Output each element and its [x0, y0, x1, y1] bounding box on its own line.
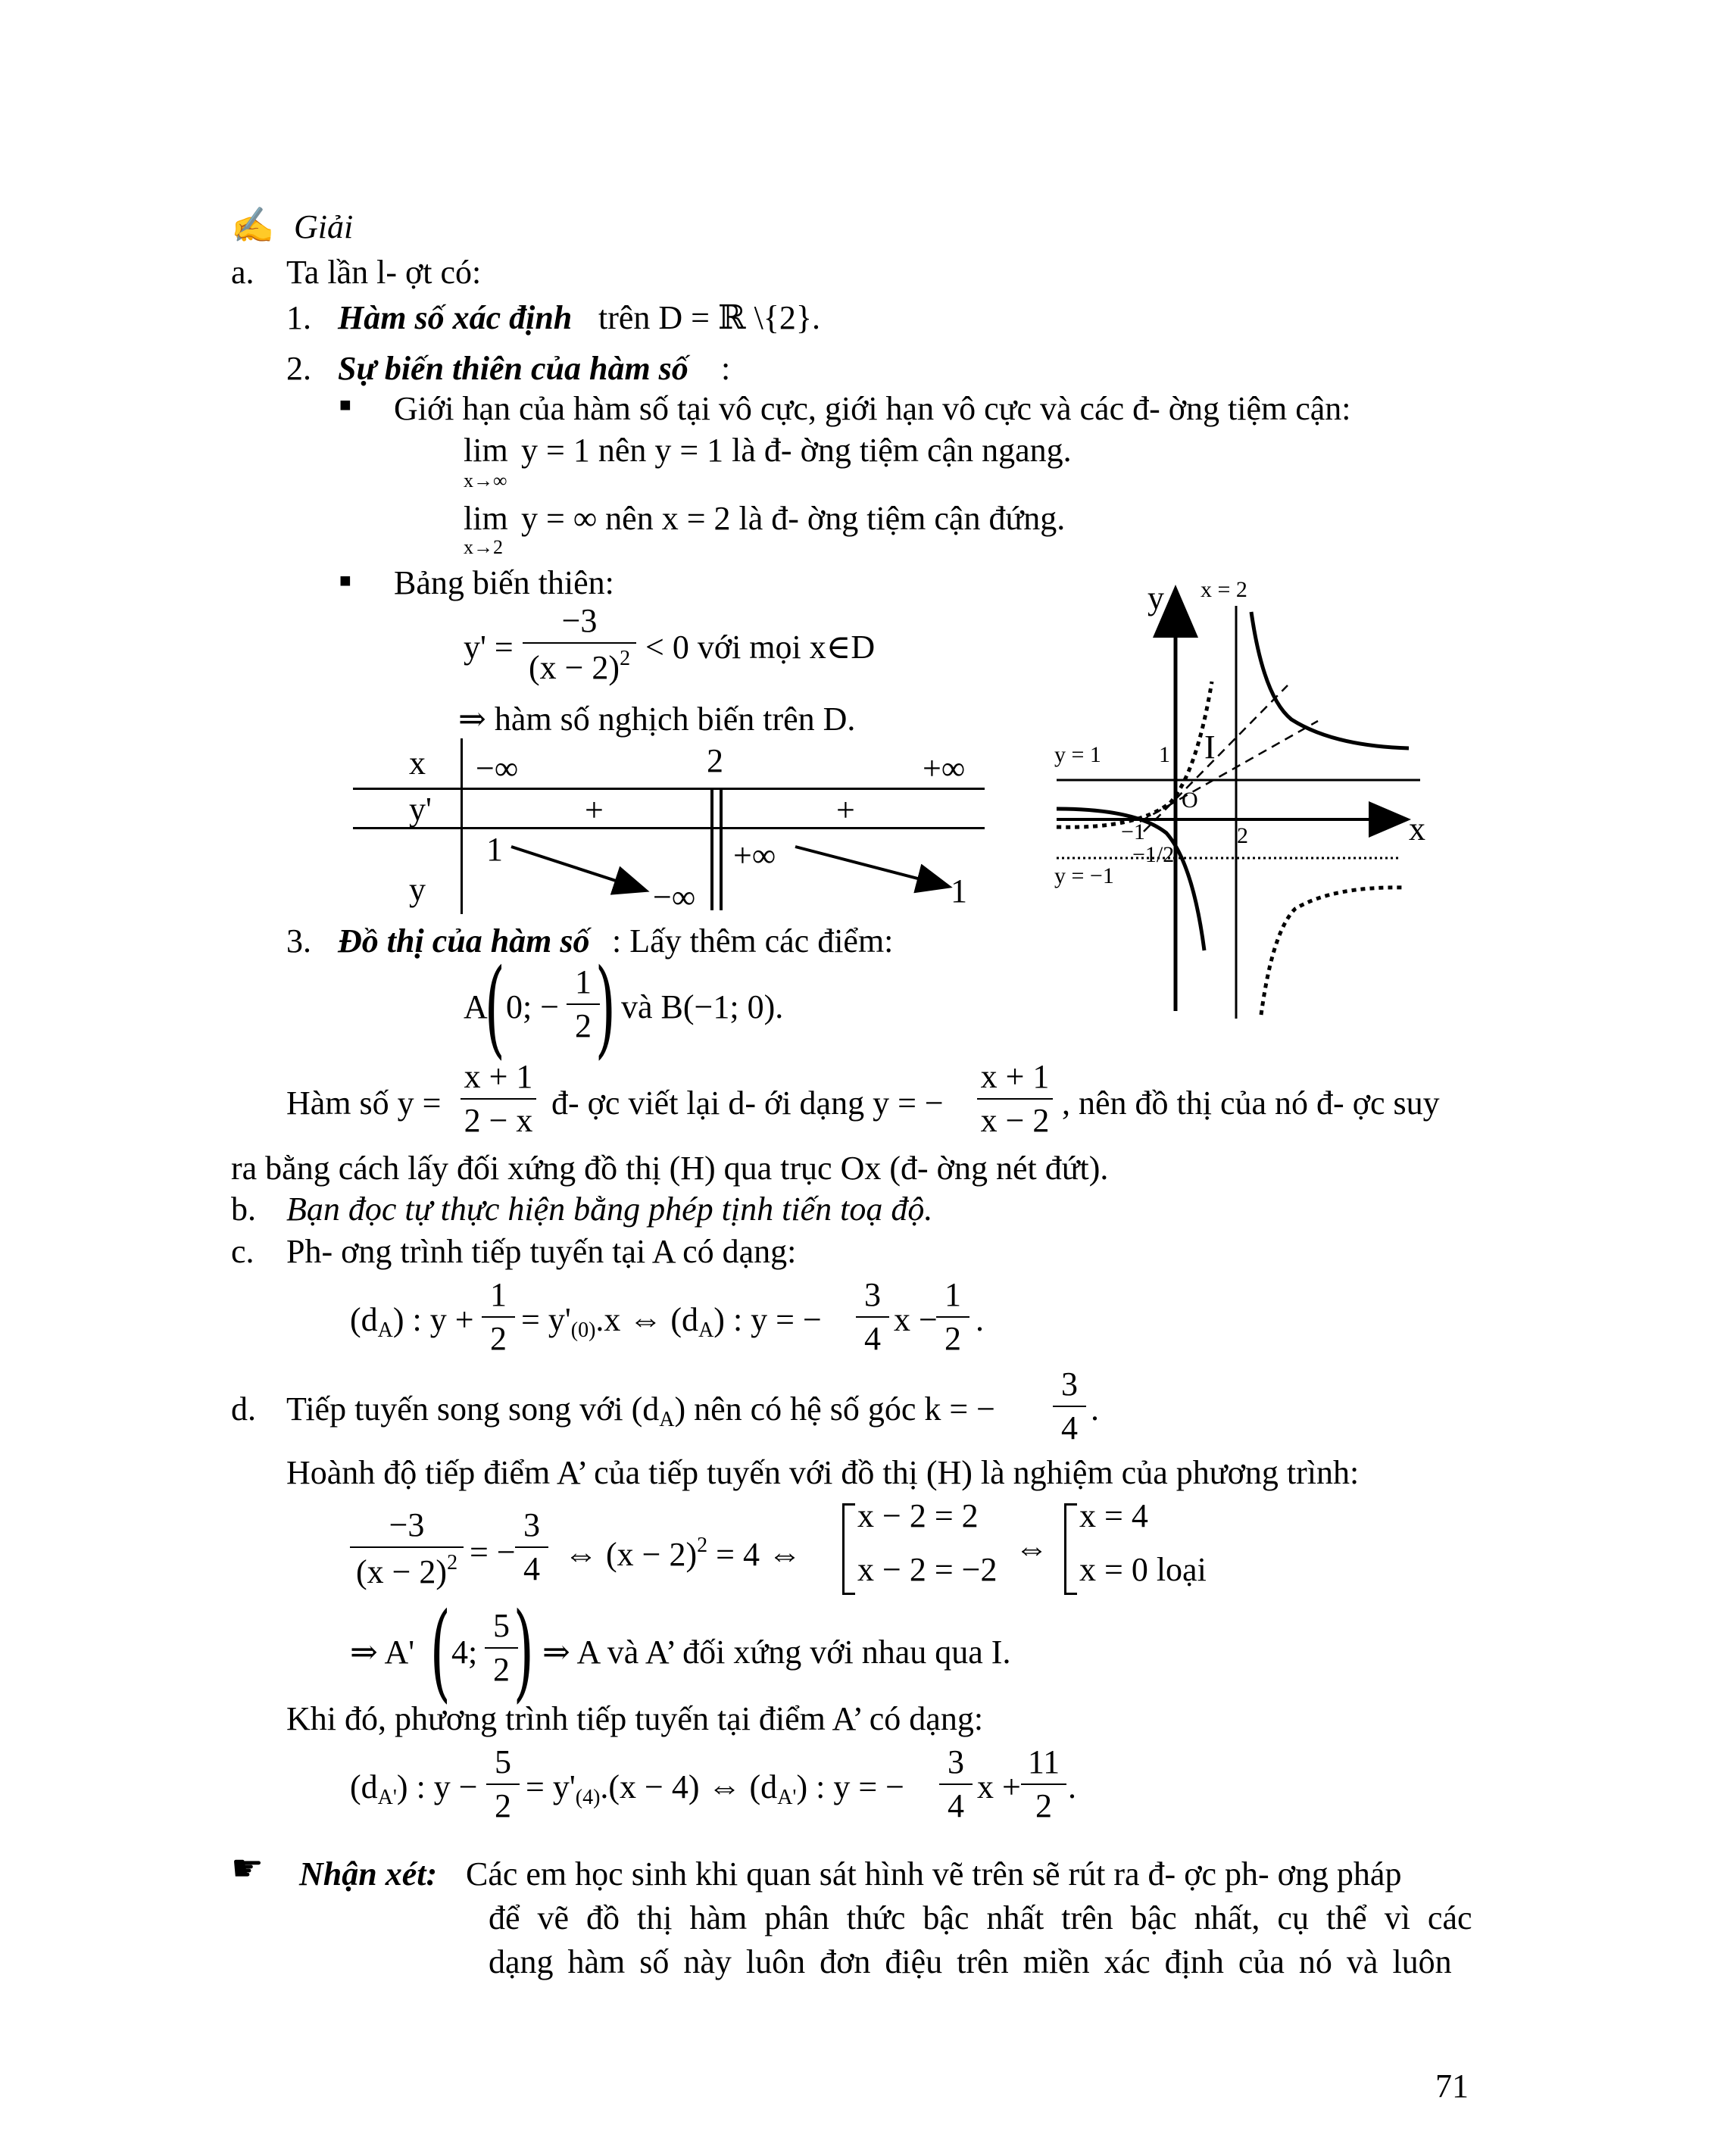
graph-one-label: 1 [1159, 742, 1170, 767]
tangent-ap-part2: ) : y − [396, 1768, 478, 1805]
equation-lhs-numerator: −3 [389, 1506, 425, 1543]
tangent-a-prime-start [350, 1768, 478, 1810]
rewrite-end: , nên đồ thị của nó đ- ợc suy [1062, 1084, 1440, 1122]
tangent-ap-x: x + [977, 1768, 1021, 1805]
tangent-a-eq-d: (d [350, 1301, 378, 1338]
step2-title: Sự biến thiên của hàm số [338, 350, 688, 387]
system-bracket-1 [842, 1503, 855, 1595]
graph-y-axis-label: y [1147, 579, 1164, 616]
table-yp-right-sign: + [836, 791, 855, 829]
tangent-ap-part4: .(x − 4) ⇔ (d [600, 1768, 778, 1805]
system2-line1: x = 4 [1079, 1497, 1148, 1534]
rewrite-fraction-1-denominator: 2 − x [461, 1098, 536, 1137]
item-marker-b: b. [231, 1191, 256, 1228]
a-prime-prefix: ⇒ A' [350, 1634, 415, 1671]
tangent-a-eq-sub2: (0) [570, 1318, 596, 1342]
lim1-subscript: x→∞ [464, 470, 507, 492]
point-a-label: A [464, 988, 488, 1025]
equation-equivalent-exp: 2 [697, 1534, 708, 1557]
item-marker-c: c. [231, 1233, 254, 1270]
derivative-lhs: y' = [464, 629, 514, 666]
system2-line2: x = 0 loại [1079, 1551, 1207, 1588]
derivative-numerator: −3 [561, 602, 598, 639]
table-x-pos-inf: +∞ [923, 750, 966, 787]
point-a-numerator: 1 [575, 963, 592, 1000]
step2-colon: : [721, 350, 731, 387]
point-a-coords: 0; − [506, 988, 560, 1025]
function-graph [1038, 576, 1447, 1038]
pointing-hand-icon: ☛ [231, 1849, 264, 1889]
item-d-text [286, 1390, 995, 1432]
graph-neg-half-label: −1/2 [1132, 842, 1175, 867]
tangent-a-fraction-2-den: 4 [856, 1316, 889, 1356]
graph-point-i-label: I [1204, 729, 1216, 766]
bullet2-text: Bảng biến thiên: [394, 564, 614, 601]
equation-equivalent [564, 1534, 801, 1574]
rewrite-fraction-1 [461, 1060, 536, 1137]
rewrite-middle: đ- ợc viết lại d- ới dạng y = − [551, 1084, 944, 1122]
graph-asymptote-h-label: y = 1 [1054, 742, 1101, 767]
tangent-ap-fraction-2 [939, 1743, 973, 1824]
intro-text: Ta lần l- ợt có: [286, 254, 482, 291]
tangent-a-fraction-2-num: 3 [864, 1276, 881, 1313]
tangent-a-prime-middle [526, 1768, 904, 1810]
slope-numerator: 3 [1061, 1365, 1078, 1403]
tangent-ap-fraction-3-den: 2 [1021, 1783, 1066, 1823]
table-y-right-bottom: 1 [951, 872, 967, 910]
table-arrows [0, 0, 1736, 985]
graph-tangent-line-a [1140, 721, 1318, 822]
slope-denominator: 4 [1053, 1406, 1086, 1445]
tangent-a-eq-part3: .x ⇔ (d [595, 1301, 699, 1338]
graph-origin-label: O [1182, 788, 1198, 813]
item-b-text: Bạn đọc tự thực hiện bằng phép tịnh tiến toạ độ. [286, 1191, 933, 1228]
system-bracket-2 [1064, 1503, 1077, 1595]
tangent-a-eq-sub: A [377, 1318, 393, 1342]
equation-lhs-den-base: (x − 2) [355, 1553, 448, 1590]
equation-lhs-denominator [350, 1546, 464, 1589]
rewrite-fraction-1-numerator: x + 1 [464, 1058, 533, 1095]
tangent-ap-fraction-2-num: 3 [948, 1743, 964, 1780]
point-a-left-paren: ( [484, 947, 505, 1070]
a-prime-coords: 4; [451, 1634, 478, 1671]
page-number: 71 [1435, 2067, 1469, 2105]
note-label: Nhận xét: [299, 1855, 438, 1893]
monotonic-conclusion: ⇒ hàm số nghịch biến trên D. [458, 701, 856, 738]
table-y-left-top: 1 [486, 831, 503, 868]
derivative-denominator-exponent: 2 [620, 647, 631, 670]
tangent-a-fraction-3-den: 2 [936, 1316, 969, 1356]
lim2-subscript: x→2 [464, 536, 503, 558]
a-prime-right-paren: ) [513, 1590, 534, 1714]
item-d-text-part1: Tiếp tuyến song song với (d [286, 1390, 660, 1428]
step1-text: trên D = ℝ \{2}. [598, 299, 821, 336]
table-row-y-label: y [409, 871, 426, 908]
item-marker-d: d. [231, 1390, 256, 1428]
graph-asymptote-v-label: x = 2 [1201, 577, 1247, 602]
point-b-text: và B(−1; 0). [621, 988, 784, 1025]
step2-number: 2. [286, 350, 311, 387]
item-marker-a: a. [231, 254, 254, 291]
equation-lhs-den-exp: 2 [447, 1551, 458, 1574]
tangent-ap-part1: (d [350, 1768, 378, 1805]
abscissa-text: Hoành độ tiếp điểm A’ của tiếp tuyến với đồ thị (H) là nghiệm của phương trình: [286, 1454, 1360, 1491]
a-prime-denominator: 2 [485, 1647, 518, 1687]
table-arrow-left [511, 847, 644, 890]
graph-curve-right-branch [1251, 612, 1409, 748]
point-a-right-paren: ) [595, 947, 616, 1070]
table-row-yp-label: y' [409, 791, 432, 828]
lim2-word: lim [464, 500, 508, 537]
step3-number: 3. [286, 922, 311, 960]
a-prime-left-paren: ( [429, 1590, 451, 1714]
equation-lhs-fraction [350, 1506, 464, 1590]
tangent-a-eq-part2: = y' [521, 1301, 571, 1338]
solution-heading: Giải [294, 208, 354, 245]
tangent-ap-fraction-3 [1021, 1743, 1066, 1824]
tangent-a-fraction-3 [936, 1278, 969, 1356]
bullet-square-icon: ■ [339, 394, 351, 416]
tangent-ap-fraction-1-den: 2 [486, 1783, 520, 1823]
system1-line1: x − 2 = 2 [857, 1497, 979, 1534]
khi-do-text: Khi đó, phương trình tiếp tuyến tại điểm A’ có dạng: [286, 1700, 984, 1737]
tangent-ap-sub2: (4) [575, 1786, 601, 1809]
tangent-ap-fraction-2-den: 4 [939, 1783, 973, 1823]
tangent-ap-part5: ) : y = − [796, 1768, 904, 1805]
graph-neg-one-label: −1 [1121, 819, 1145, 844]
a-prime-conclusion: ⇒ A và A’ đối xứng với nhau qua I. [542, 1634, 1011, 1671]
tangent-ap-fraction-1 [486, 1743, 520, 1824]
table-x-two: 2 [707, 742, 723, 779]
graph-asymptote-h2-label: y = −1 [1054, 863, 1114, 888]
rewrite-fraction-2 [977, 1060, 1053, 1137]
tangent-ap-sub1: A' [377, 1786, 397, 1809]
graph-reflected-lower-branch [1261, 888, 1405, 1015]
tangent-a-eq-part1: ) : y + [392, 1301, 474, 1338]
lim1-word: lim [464, 432, 508, 469]
table-yp-left-sign: + [585, 791, 604, 829]
tangent-a-fraction-1-den: 2 [482, 1316, 515, 1356]
tangent-a-eq-end: . [976, 1301, 984, 1338]
bullet-square-icon: ■ [339, 570, 351, 591]
graph-two-label: 2 [1237, 823, 1248, 848]
note-line-3: dạng hàm số này luôn đơn điệu trên miền xác định của nó và luôn [489, 1943, 1452, 1980]
step3-title: Đồ thị của hàm số [338, 922, 590, 960]
item-d-text-sub: A [659, 1408, 675, 1431]
note-line-2: để vẽ đồ thị hàm phân thức bậc nhất trên bậc nhất, cụ thể vì các [489, 1899, 1472, 1936]
lim2-expression: y = ∞ nên x = 2 là đ- ờng tiệm cận đứng. [521, 500, 1066, 537]
equation-rhs-denominator: 4 [515, 1546, 548, 1586]
step1-title: Hàm số xác định [338, 299, 573, 336]
pencil-icon: ✍ [231, 206, 275, 245]
tangent-a-eq-start [350, 1301, 474, 1343]
derivative-rhs: < 0 với mọi x∈D [645, 629, 876, 666]
table-arrow-right [795, 847, 947, 886]
tangent-a-eq-sub3: A [698, 1318, 714, 1342]
table-x-neg-inf: −∞ [476, 750, 519, 787]
tangent-a-eq-x: x − [894, 1301, 938, 1338]
slope-end: . [1091, 1390, 1099, 1428]
tangent-a-fraction-1-num: 1 [490, 1276, 507, 1313]
rewrite-start: Hàm số y = [286, 1084, 442, 1122]
tangent-ap-fraction-1-num: 5 [495, 1743, 511, 1780]
equation-rhs-numerator: 3 [523, 1506, 540, 1543]
tangent-ap-sub3: A' [777, 1786, 797, 1809]
step3-text: : Lấy thêm các điểm: [612, 922, 894, 960]
step1-number: 1. [286, 299, 311, 336]
derivative-denominator-base: (x − 2) [528, 649, 620, 686]
system1-line2: x − 2 = −2 [857, 1551, 998, 1588]
note-line-1: Các em học sinh khi quan sát hình vẽ trên sẽ rút ra đ- ợc ph- ơng pháp [466, 1855, 1402, 1893]
equation-rhs-fraction [515, 1506, 548, 1587]
tangent-a-fraction-3-num: 1 [944, 1276, 961, 1313]
item-d-text-part2: ) nên có hệ số góc k = − [674, 1390, 995, 1428]
table-y-right-top: +∞ [733, 837, 776, 874]
rewrite-continuation: ra bằng cách lấy đối xứng đồ thị (H) qua trục Ox (đ- ờng nét đứt). [231, 1150, 1109, 1187]
a-prime-numerator: 5 [493, 1607, 510, 1644]
equation-equivalent-part2: = 4 ⇔ [707, 1536, 801, 1573]
tangent-a-fraction-2 [856, 1278, 889, 1356]
tangent-a-fraction-1 [482, 1278, 515, 1356]
item-c-text: Ph- ơng trình tiếp tuyến tại A có dạng: [286, 1233, 797, 1270]
table-row-x-label: x [409, 744, 426, 782]
rewrite-fraction-2-denominator: x − 2 [977, 1098, 1053, 1137]
system-equivalent: ⇔ [1015, 1530, 1048, 1567]
point-a-denominator: 2 [567, 1003, 600, 1043]
equation-equals: = − [470, 1534, 516, 1571]
slope-fraction [1053, 1365, 1086, 1446]
tangent-ap-fraction-3-num: 11 [1027, 1743, 1060, 1780]
table-y-left-bottom: −∞ [653, 878, 696, 916]
tangent-a-eq-middle [521, 1301, 822, 1343]
bullet1-text: Giới hạn của hàm số tại vô cực, giới hạn vô cực và các đ- ờng tiệm cận: [394, 390, 1351, 427]
graph-x-axis-label: x [1409, 810, 1425, 847]
tangent-ap-part3: = y' [526, 1768, 576, 1805]
rewrite-fraction-2-numerator: x + 1 [980, 1058, 1050, 1095]
equation-equivalent-part1: ⇔ (x − 2) [564, 1536, 698, 1573]
tangent-a-eq-part4: ) : y = − [713, 1301, 822, 1338]
tangent-ap-end: . [1068, 1768, 1076, 1805]
lim1-expression: y = 1 nên y = 1 là đ- ờng tiệm cận ngang. [521, 432, 1072, 469]
